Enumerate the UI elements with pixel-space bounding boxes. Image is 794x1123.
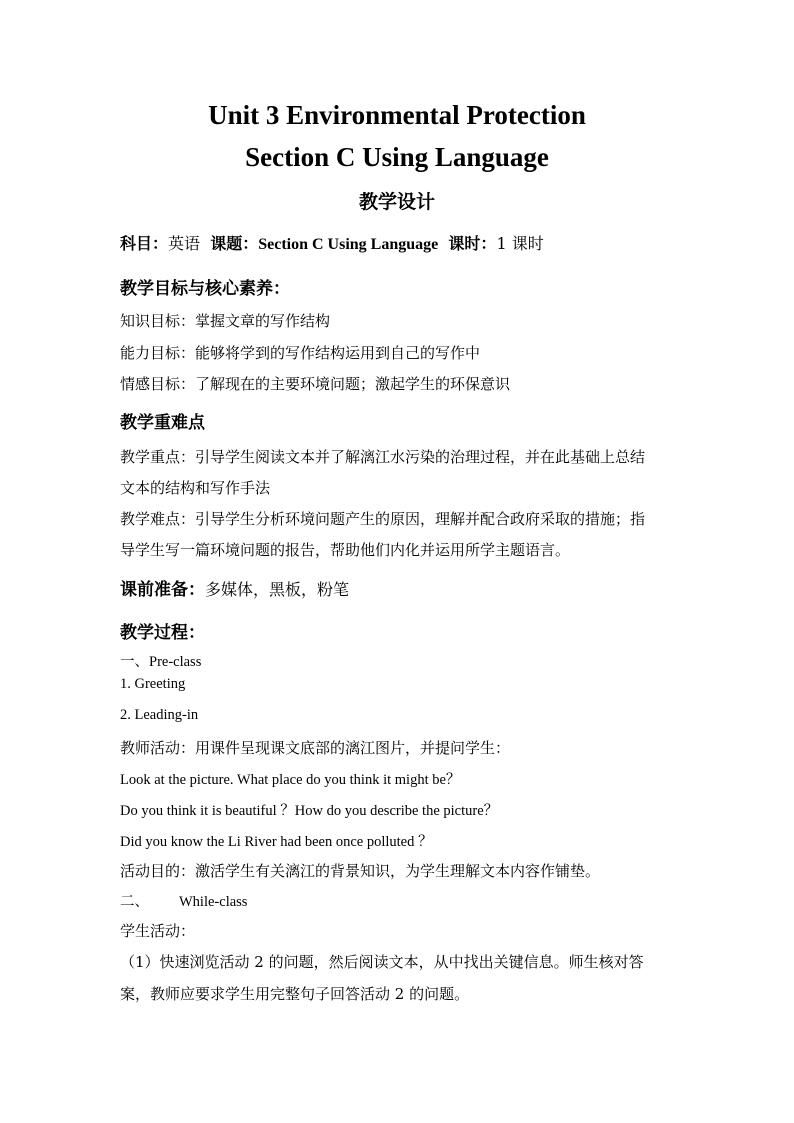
subject-label: 科目： — [120, 234, 169, 253]
document-section-title: Section C Using Language — [245, 142, 549, 172]
preparation-label: 课前准备： — [120, 580, 205, 600]
activity-1-line-2: 案，教师应要求学生用完整句子回答活动 2 的问题。 — [120, 985, 470, 1003]
goals-heading: 教学目标与核心素养： — [120, 279, 290, 299]
question-2: Do you think it is beautiful ？How do you describe the picture？ — [120, 803, 499, 819]
topic-value: Section C Using Language — [258, 236, 439, 253]
activity-purpose: 活动目的：激活学生有关漓江的背景知识，为学生理解文本内容作铺垫。 — [120, 862, 601, 880]
step-leading-in: 2. Leading-in — [120, 707, 199, 723]
section-while-class — [120, 890, 247, 911]
period-value: 1 课时 — [496, 234, 544, 253]
question-3: Did you know the Li River had been once polluted ？ — [120, 834, 433, 850]
key-points-heading: 教学重难点 — [120, 413, 205, 433]
student-activity: 学生活动： — [120, 922, 196, 940]
section-2-number: 二、 — [120, 894, 149, 910]
preparation — [120, 575, 349, 600]
course-meta — [120, 231, 544, 254]
subject-value: 英语 — [168, 234, 201, 253]
question-1: Look at the picture. What place do you think it might be？ — [120, 772, 461, 788]
difficult-point-line-1: 教学难点：引导学生分析环境问题产生的原因，理解并配合政府采取的措施；指 — [120, 510, 646, 528]
goal-knowledge: 知识目标：掌握文章的写作结构 — [120, 312, 331, 330]
section-2-name: While-class — [179, 894, 248, 910]
activity-1-line-1: （1）快速浏览活动 2 的问题，然后阅读文本，从中找出关键信息。师生核对答 — [120, 953, 644, 971]
document-title: Unit 3 Environmental Protection — [208, 100, 586, 130]
preparation-value: 多媒体，黑板，粉笔 — [205, 580, 350, 599]
teacher-activity: 教师活动：用课件呈现课文底部的漓江图片，并提问学生： — [120, 739, 511, 757]
key-point-line-1: 教学重点：引导学生阅读文本并了解漓江水污染的治理过程，并在此基础上总结 — [120, 448, 646, 466]
process-heading: 教学过程： — [120, 623, 205, 643]
section-pre-class: 一、Pre-class — [120, 654, 202, 670]
step-greeting: 1. Greeting — [120, 676, 186, 692]
goal-emotion: 情感目标：了解现在的主要环境问题；激起学生的环保意识 — [120, 375, 511, 393]
period-label: 课时： — [448, 234, 497, 253]
document-subtitle: 教学设计 — [358, 191, 435, 213]
topic-label: 课题： — [210, 234, 259, 253]
key-point-line-2: 文本的结构和写作手法 — [120, 479, 271, 497]
difficult-point-line-2: 导学生写一篇环境问题的报告，帮助他们内化并运用所学主题语言。 — [120, 541, 571, 559]
goal-ability: 能力目标：能够将学到的写作结构运用到自己的写作中 — [120, 344, 481, 362]
